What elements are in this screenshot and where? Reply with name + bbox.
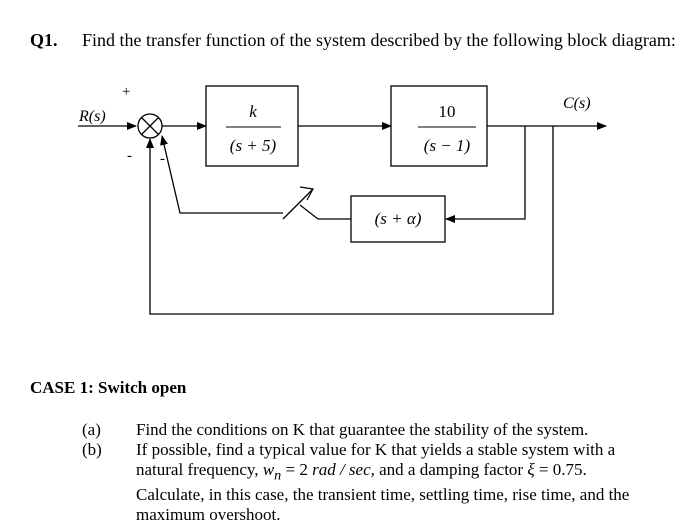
item-b-damping-intro: and a damping factor xyxy=(379,460,524,479)
block-10-over-s-minus-1 xyxy=(391,86,487,166)
omega-subscript: n xyxy=(274,467,282,484)
question-prompt: Find the transfer function of the system described by the following block diagram: xyxy=(82,30,676,50)
block1-denominator: (s + 5) xyxy=(229,136,277,155)
minus-sign-outer: - xyxy=(127,148,132,164)
xi-symbol: ξ xyxy=(527,460,535,479)
plus-sign: + xyxy=(122,84,131,100)
feedback-block-s-plus-alpha xyxy=(351,196,445,242)
item-b-text xyxy=(136,440,676,525)
item-b-line-3: Calculate, in this case, the transient time, settling time, rise time, and the xyxy=(136,485,630,505)
item-a-label: (a) xyxy=(82,420,101,439)
item-b-frequency-intro: natural frequency, xyxy=(136,460,259,479)
block2-denominator: (s − 1) xyxy=(423,136,471,155)
omega-symbol: w xyxy=(262,460,275,479)
block1-numerator: k xyxy=(249,102,257,121)
output-label: C(s) xyxy=(563,95,591,112)
minus-sign-inner: - xyxy=(160,151,165,167)
feedback-block-label: (s + α) xyxy=(374,209,422,228)
question-number: Q1. xyxy=(30,30,58,50)
item-b-line-4: maximum overshoot. xyxy=(136,505,281,525)
item-a-text: Find the conditions on K that guarantee the stability of the system. xyxy=(136,420,589,439)
item-b-label: (b) xyxy=(82,440,102,459)
frequency-units: rad / sec, xyxy=(312,460,375,479)
summing-junction xyxy=(138,114,162,138)
input-label: R(s) xyxy=(79,108,106,125)
case-title: CASE 1: Switch open xyxy=(30,378,187,397)
block2-numerator: 10 xyxy=(438,102,456,121)
item-b-line-1: If possible, find a typical value for K that yields a stable system with a xyxy=(136,440,616,459)
frequency-value: = 2 xyxy=(285,460,308,479)
damping-value: = 0.75. xyxy=(538,460,587,479)
item-b-line-2 xyxy=(136,460,676,485)
block-k-over-s-plus-5 xyxy=(206,86,298,166)
switch-icon xyxy=(283,187,318,219)
